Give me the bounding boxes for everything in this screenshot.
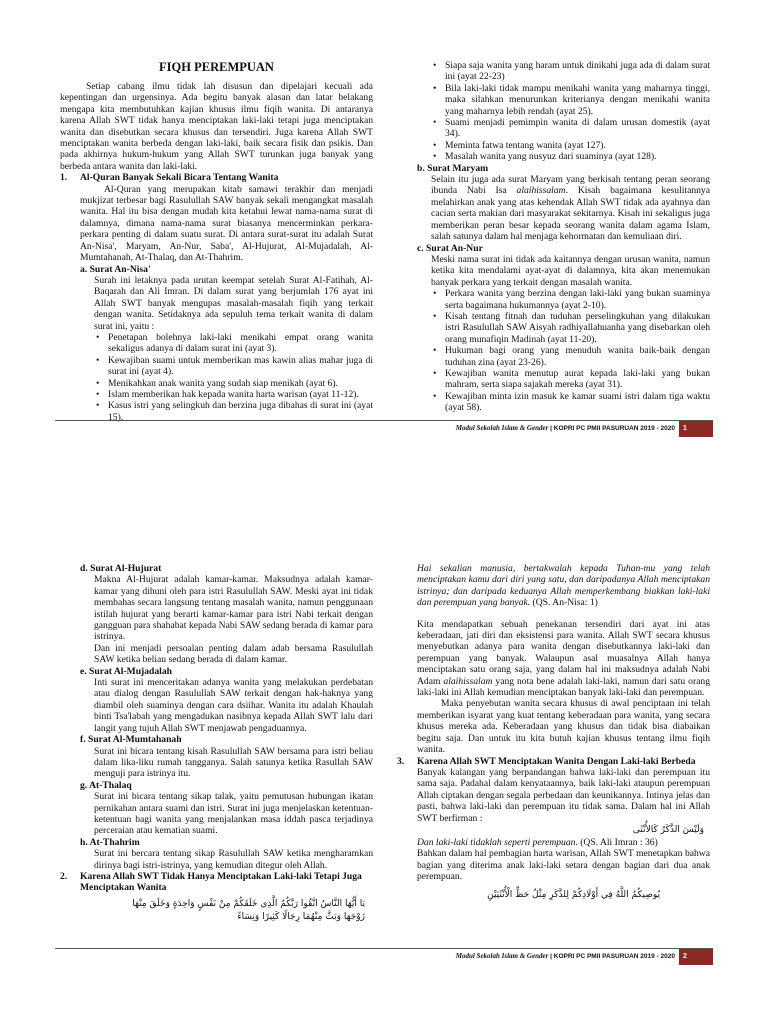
list-item: • Menikahkan anak wanita yang sudah siap menikah (ayat 6).: [94, 378, 373, 389]
footer-brand: Modul Sekolah Islam & Gender: [455, 424, 549, 432]
section-title: Karena Allah SWT Tidak Hanya Menciptakan Laki-laki Tetapi Juga Menciptakan Wanita: [80, 870, 362, 894]
sub-g-body: Surat ini bicara tentang sikap talak, yaitu pemutusan hubungan ikatan pernikahan antara suami dan istri. Surat ini juga menjelaskan ketentuan-ketentuan bagi wanita yang menjalankan masa iddah pasca terjadinya perceraian atau kematian suami.: [94, 791, 373, 837]
footer-org: KOPRI PC PMII PASURUAN 2019 - 2020: [553, 953, 675, 960]
list-item: • Hukuman bagi orang yang menuduh wanita baik-baik dengan tuduhan zina (ayat 23-26).: [431, 345, 710, 368]
list-item: • Kewajiban suami untuk memberikan mas kawin alias mahar juga di surat ini (ayat 4).: [94, 355, 373, 378]
list-item: • Perkara wanita yang berzina dengan laki-laki yang bukan suaminya serta bagaimana hukumannya (ayat 2-10).: [431, 288, 710, 311]
footer-brand: Modul Sekolah Islam & Gender: [455, 952, 549, 960]
list-item: • Islam memberikan hak kepada wanita harta warisan (ayat 11-12).: [94, 389, 373, 400]
arabic-verse-nisa: يَا أَيُّهَا النَّاسُ اتَّقُوا رَبَّكُمُ الَّذِي خَلَقَكُمْ مِنْ نَفْسٍ وَاحِدَةٍ وَخَلَقَ مِنْهَا زَوْجَهَا وَبَثَّ مِنْهُمَا رِجَالًا كَثِيرًا وَنِسَاءً: [132, 898, 365, 922]
paragraph-2: Maka penyebutan wanita secara khusus di awal penciptaan ini telah memberikan isyarat yang kuat tentang keberadaan para wanita, yang secara khusus mereka ada. Keberadaan yang khusus dan tidak bisa diabaikan begitu saja. Dan untuk itu kita butuh kajian khusus tentang ilmu fiqih wanita.: [417, 698, 710, 756]
list-item: • Masalah wanita yang nusyuz dari suaminya (ayat 128).: [431, 151, 710, 162]
section-title: Al-Quran Banyak Sekali Bicara Tentang Wanita: [80, 172, 279, 184]
subsections-d-h: [60, 563, 373, 871]
translation-ref: (QS. An-Nisa: 1): [530, 597, 598, 609]
sub-d-body: Makna Al-Hujurat adalah kamar-kamar. Maksudnya adalah kamar-kamar yang dihuni oleh para istri Rasulullah SAW. Meski ayat ini tidak membahas secara langsung tentang masalah wanita, namun penggunaan istilah hujurat yang berarti kamar-kamar para istri Nabi terkait dengan gangguan para shahabat kepada Nabi SAW sedang berada di kamar para istrinya.: [94, 574, 373, 643]
sub-a-content: [80, 275, 373, 423]
sub-h-title: h. At-Thahrim: [80, 836, 140, 848]
section-1-heading: [60, 172, 373, 183]
sub-c-content: [417, 254, 710, 414]
arabic-verse-warisan: يُوصِيكُمُ اللَّهُ فِي أَوْلَادِكُمْ لِلذَّكَرِ مِثْلُ حَظِّ الْأُنْثَيَيْنِ: [487, 889, 660, 900]
page1-footer: [55, 420, 713, 437]
sub-g-title: g. At-Thalaq: [80, 779, 132, 791]
sub-f-body: Surat ini bicara tentang kisah Rasulullah SAW bersama para istri beliau dalam lika-liku rumah tangganya. Salah satunya ketika Rasullah SAW menguji para istrinya itu.: [94, 745, 373, 780]
paragraph-1: [417, 619, 710, 699]
section-number: 2.: [60, 870, 68, 882]
list-item: • Siapa saja wanita yang haram untuk dinikahi juga ada di dalam surat ini (ayat 22-23): [431, 60, 710, 83]
sub-d-body-2: Dan ini menjadi persoalan penting dalam adab bersama Rasulullah SAW ketika beliau sedang berada di dalam kamar.: [94, 642, 373, 666]
para-text-end: yang nota bene adalah laki-laki, namun dari satu orang laki-laki ini Allah kemudian menciptakan banyak laki-laki dan perempuan.: [417, 675, 710, 699]
sub-a-list: [94, 332, 373, 423]
sub-a-body: Surah ini letaknya pada urutan keempat setelah Surat Al-Fatihah, Al-Baqarah dan Ali Imran. Di dalam surat yang berjumlah 176 ayat ini Allah SWT banyak mengupas masalah-masalah fiqih yang terkait dengan wanita. Setidaknya ada sepuluh tema terkait wanita di dalam surat ini, yaitu :: [94, 274, 373, 332]
sub-c-body: Meski nama surat ini tidak ada kaitannya dengan urusan wanita, namun ketika kita mendalami ayat-ayat di dalamnya, kita akan menemukan banyak perkara yang terkait dengan masalah wanita.: [431, 253, 710, 288]
page2-right-column: [397, 563, 710, 902]
sub-f-title: f. Surat Al-Mumtahanah: [80, 734, 182, 746]
sub-d-content: [80, 574, 373, 665]
footer-text: Modul Sekolah Islam & Gender | KOPRI PC PMII PASURUAN 2019 - 2020: [455, 952, 675, 960]
page-number-badge: 2: [679, 949, 713, 965]
section-3-heading: [397, 756, 710, 767]
para-text: Kita mendapatkan sebuah penekanan tersendiri dari ayat ini atas keberadaan, jati diri dan eksistensi para wanita. Allah SWT secara khusus menyebutkan adanya para wanita dengan disebutkannya laki-laki dan perempuan yang banyak. Walaupun asal muasalnya Allah hanya menciptakan satu orang saja, yang dalam hal ini maksudnya adalah Nabi Adam: [417, 618, 710, 687]
section-1-body: Al-Quran yang merupakan kitab samawi terakhir dan menjadi mukjizat terbesar bagi Rasulullah SAW banyak sekali mengangkat masalah wanita. Hal itu bisa dengan mudah kita ketahui lewat nama-nama surat di dalamnya, dimana nama-nama surat biasanya mencerminkan perkara-perkara penting di dalam suatu surat. Di antara surat-surat itu adalah Surat An-Nisa', Maryam, An-Nur, Saba', Al-Hujurat, Al-Mujadalah, Al-Mumtahanah, At-Thalaq, dan At-Thahrim.: [80, 183, 373, 264]
quote-text: Dan laki-laki tidaklah seperti perempuan.: [417, 836, 578, 848]
footer-text: Modul Sekolah Islam & Gender | KOPRI PC PMII PASURUAN 2019 - 2020: [455, 424, 675, 432]
sub-a: [60, 264, 373, 424]
sub-e-body: Inti surat ini menceritakan adanya wanita yang melakukan perdebatan atau dialog dengan Rasulullah SAW terkait dengan hak-haknya yang diambil oleh suaminya dengan cara dsiihar. Wanita itu adalah Khaulah binti Tsa'labah yang mengadukan nasibnya kepada Allah SWT lalu dari langit yang tujuh Allah SWT menjawab pengaduannya.: [94, 677, 373, 734]
list-item: • Bila laki-laki tidak mampu menikahi wanita yang maharnya tinggi, maka silahkan menurunkan kriterianya dengan menikahi wanita yang maharnya lebih rendah (ayat 25).: [431, 83, 710, 117]
quote-ali-imran: [417, 837, 710, 848]
section-number: 1.: [60, 172, 68, 184]
para-italic: alaihissalam: [443, 675, 493, 687]
paragraph-4: Bahkan dalam hal pembagian harta warisan, Allah SWT menetapkan bahwa bagian yang diterima anak laki-laki setara dengan bagian dari dua anak perempuan.: [417, 848, 710, 883]
list-item: • Penetapan bolehnya laki-laki menikahi empat orang wanita sekaligus adanya di dalam surat ini (ayat 3).: [94, 332, 373, 355]
section-number: 3.: [397, 755, 405, 767]
page1-right-column: [417, 60, 710, 414]
list-item: • Kewajiban minta izin masuk ke kamar suami istri dalam tiga waktu (ayat 58).: [431, 391, 710, 414]
section-title: Karena Allah SWT Menciptakan Wanita Dengan Laki-laki Berbeda: [417, 755, 696, 767]
arabic-verse-ali-imran: وَلَيْسَ الذَّكَرُ كَالأُنْثَى: [632, 824, 704, 835]
sub-a-title: a. Surat An-Nisa': [80, 263, 151, 275]
page-2: [0, 512, 768, 1024]
sub-h-body: Surat ini bercara tentang sikap Rasulullah SAW ketika mengharamkan dirinya bagi istri-istrinya, yang kemudian ditegur oleh Allah.: [94, 848, 373, 871]
list-item: • Kasus istri yang selingkuh dan berzina juga dibahas di surat ini (ayat 15).: [94, 400, 373, 423]
sub-c-list: [431, 288, 710, 413]
translation-text: Hai sekalian manusia, bertakwalah kepada Tuhan-mu yang telah menciptakan kamu dari diri yang satu, dan daripadanya Allah menciptakan istrinya; dan daripada keduanya Allah memperkembang biakkan laki-laki dan perempuan yang banyak.: [417, 563, 710, 609]
sub-b-italic: alaihissalam: [516, 185, 566, 197]
quote-ref: (QS. Ali Imran : 36): [577, 836, 658, 848]
list-item: • Suami menjadi pemimpin wanita di dalam urusan domestik (ayat 34).: [431, 117, 710, 140]
sub-b-text: Selain itu juga ada surat Maryam yang berkisah tentang peran seorang ibunda Nabi Isa: [431, 174, 710, 197]
sub-b-body: [417, 174, 710, 242]
sub-a-list-continued: [417, 60, 710, 163]
page2-left-column: [60, 563, 373, 924]
list-item: • Kisah tentang fitnah dan tuduhan perselingkuhan yang dilakukan istri Rasulullah SAW Aisyah radhiyallahuanha yang disebarkan oleh orang munafiqin Madinah (ayat 11-20).: [431, 311, 710, 345]
list-item: • Kewajiban wanita menutup aurat kepada laki-laki yang bukan mahram, serta siapa sajakah mereka (ayat 31).: [431, 368, 710, 391]
sub-b-text-end: . Kisah bagaimana kesulitannya melahirkan anak yang atas kehendak Allah SWT tidak ada ayahnya dan cacian serta makian dari masyarakat sekitarnya. Kisah ini sekaligus juga memberikan peran besar kepada seorang wanita dalam agama Islam, salah satunya dalam hal menjaga kehormatan dan kemuliaan diri.: [431, 185, 710, 243]
section-2-heading: [60, 871, 373, 894]
page-number-badge: 1: [679, 421, 713, 437]
sub-e-title: e. Surat Al-Mujadalah: [80, 665, 172, 677]
footer-org: KOPRI PC PMII PASURUAN 2019 - 2020: [553, 425, 675, 432]
page2-footer: [55, 948, 713, 965]
sub-b-title: b. Surat Maryam: [417, 162, 489, 174]
paragraph-3: Banyak kalangan yang berpandangan bahwa laki-laki dan perempuan itu sama saja. Padahal dalam kenyataannya, baik laki-laki ataupun perempuan Allah ciptakan dengan segala perbedaan dan keunikannya. Intinya jelas dan pasti, bahwa laki-laki dan perempuan itu tidak sama. Dalam hal ini Allah SWT berfirman :: [417, 766, 710, 824]
page1-left-column: [60, 60, 373, 423]
list-item: • Meminta fatwa tentang wanita (ayat 127).: [431, 140, 710, 151]
translation-nisa: [417, 563, 710, 609]
intro-paragraph: Setiap cabang ilmu tidak lah disusun dan dipelajari kecuali ada kepentingan dan urgensinya. Ada begitu banyak alasan dan latar belakang mengapa kita membutuhkan kajian khusus ilmu fiqih wanita. Di antaranya karena Allah SWT tidak hanya menciptakan laki-laki tetapi juga menciptakan wanita dan disebutkan secara khusus dan tersendiri. Juga karena Allah SWT menciptakan wanita berbeda dengan laki-laki, baik secara fisik dan psikis. Dan pada akhirnya hukum-hukum yang Allah SWT turunkan juga banyak yang berbeda antara wanita dan laki-laki.: [60, 81, 373, 172]
sub-c-title: c. Surat An-Nur: [417, 242, 483, 254]
sub-d-title: d. Surat Al-Hujurat: [80, 563, 162, 574]
document-title: FIQH PEREMPUAN: [159, 60, 274, 74]
